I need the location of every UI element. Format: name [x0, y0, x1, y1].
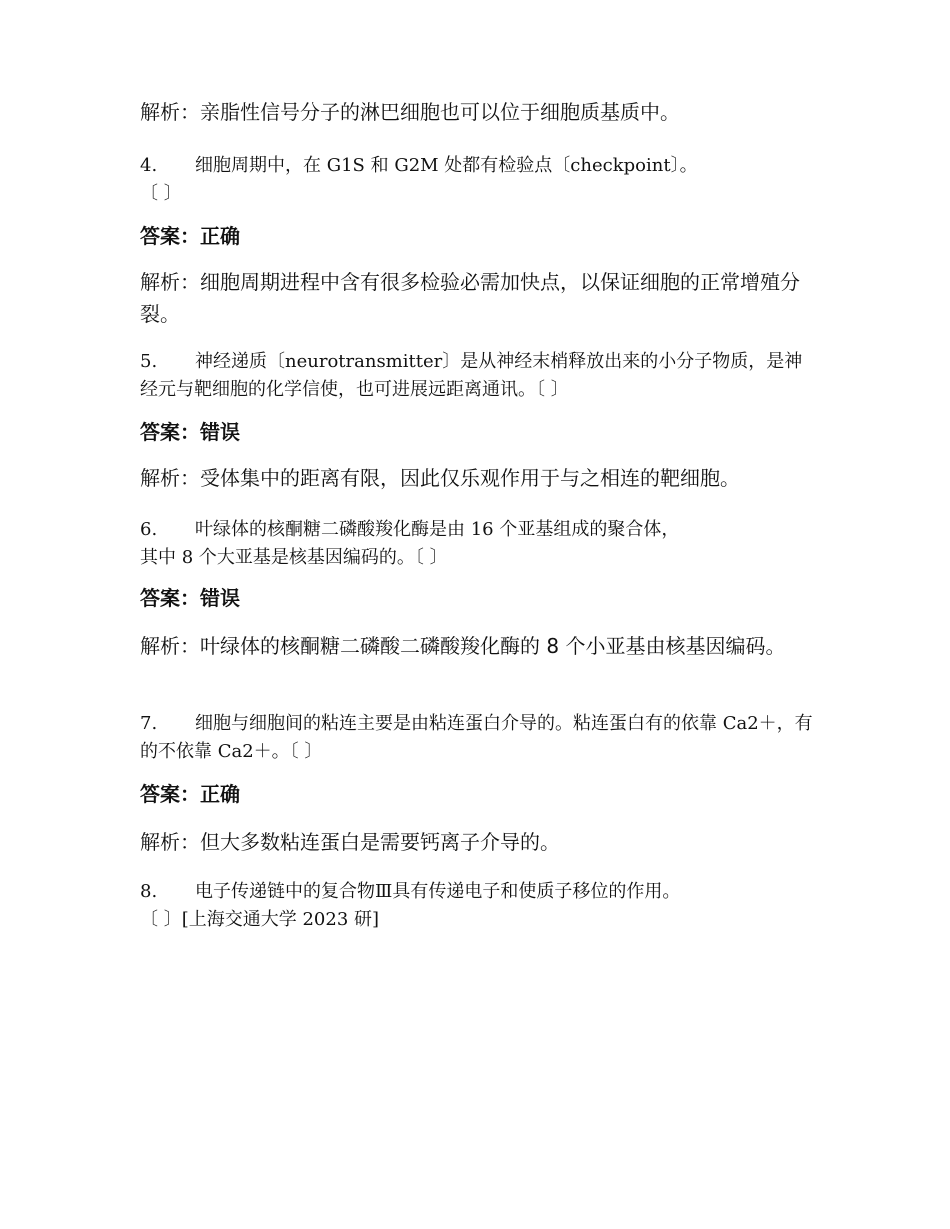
- question-text: 细胞与细胞间的粘连主要是由粘连蛋白介导的。粘连蛋白有的依靠 Ca2＋，有的不依靠 Ca2＋。〔 〕: [140, 713, 813, 762]
- question-text: 神经递质〔neurotransmitter〕是从神经末梢释放出来的小分子物质，是神经元与靶细胞的化学信使，也可进展远距离通讯。〔 〕: [140, 351, 803, 400]
- answer-5: 答案：错误: [140, 420, 240, 444]
- explanation-3: 解析：亲脂性信号分子的淋巴细胞也可以位于细胞质基质中。: [140, 100, 680, 124]
- question-4: [140, 152, 820, 208]
- question-5: [140, 348, 820, 404]
- question-text: 电子传递链中的复合物Ⅲ具有传递电子和使质子移位的作用。 〔 〕[上海交通大学 2023 研]: [140, 881, 681, 930]
- explanation-7: 解析：但大多数粘连蛋白是需要钙离子介导的。: [140, 830, 560, 854]
- question-number: 6.: [140, 519, 158, 540]
- explanation-6: 解析：叶绿体的核酮糖二磷酸二磷酸羧化酶的 8 个小亚基由核基因编码。: [140, 634, 786, 658]
- question-number: 5.: [140, 351, 158, 372]
- answer-6: 答案：错误: [140, 586, 240, 610]
- question-text: 细胞周期中，在 G1S 和 G2M 处都有检验点〔checkpoint〕。 〔 〕: [140, 155, 698, 204]
- question-number: 4.: [140, 155, 158, 176]
- question-6: [140, 516, 820, 572]
- question-7: [140, 710, 820, 766]
- question-text: 叶绿体的核酮糖二磷酸羧化酶是由 16 个亚基组成的聚合体， 其中 8 个大亚基是核基因编码的。〔 〕: [140, 519, 680, 568]
- question-number: 8.: [140, 881, 158, 902]
- question-8: [140, 878, 820, 934]
- explanation-4: 解析：细胞周期进程中含有很多检验必需加快点，以保证细胞的正常增殖分裂。: [140, 270, 800, 326]
- explanation-5: 解析：受体集中的距离有限，因此仅乐观作用于与之相连的靶细胞。: [140, 466, 740, 490]
- question-number: 7.: [140, 713, 158, 734]
- answer-7: 答案：正确: [140, 782, 240, 806]
- answer-4: 答案：正确: [140, 224, 240, 248]
